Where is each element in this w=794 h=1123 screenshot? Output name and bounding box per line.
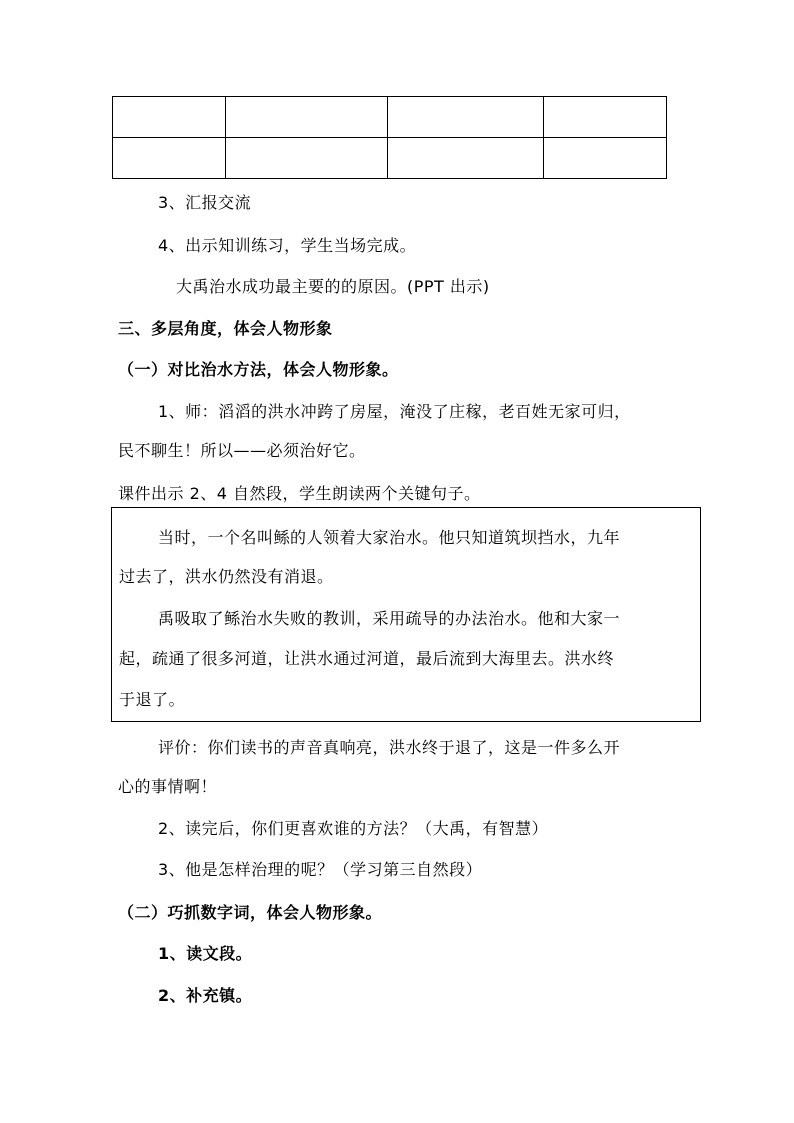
table-row (113, 138, 667, 179)
empty-table (112, 96, 667, 179)
step-4-text: 4、出示知训练习，学生当场完成。 (158, 236, 417, 255)
evaluation-line: 心的事情啊！ (118, 777, 218, 796)
quote-line: 于退了。 (119, 690, 186, 709)
table-cell (388, 138, 544, 179)
quote-line: 过去了，洪水仍然没有消退。 (119, 567, 334, 586)
step-supplement: 2、补充镇。 (158, 986, 253, 1005)
quote-box (111, 507, 701, 722)
courseware-note: 课件出示 2、4 自然段，学生朗读两个关键句子。 (118, 484, 481, 503)
table-cell (113, 97, 226, 138)
table-cell (388, 97, 544, 138)
subsection-heading-1: （一）对比治水方法，体会人物形象。 (118, 360, 399, 379)
table-cell (226, 97, 388, 138)
table-cell (544, 97, 667, 138)
table-row (113, 97, 667, 138)
quote-line: 禹吸取了鲧治水失败的教训，采用疏导的办法治水。他和大家一 (158, 609, 621, 628)
paragraph-line: 1、师：滔滔的洪水冲跨了房屋，淹没了庄稼，老百姓无家可归， (158, 402, 631, 421)
table-cell (544, 138, 667, 179)
question-3: 3、他是怎样治理的呢？（学习第三自然段） (158, 860, 483, 879)
paragraph-line: 民不聊生！所以——必须治好它。 (118, 441, 366, 460)
table-cell (226, 138, 388, 179)
section-heading: 三、多层角度，体会人物形象 (118, 319, 333, 338)
step-3-text: 3、汇报交流 (158, 193, 252, 212)
subsection-heading-2: （二）巧抓数字词，体会人物形象。 (118, 903, 383, 922)
quote-line: 当时，一个名叫鲧的人领着大家治水。他只知道筑坝挡水，九年 (158, 528, 621, 547)
table-cell (113, 138, 226, 179)
quote-line: 起，疏通了很多河道，让洪水通过河道，最后流到大海里去。洪水终 (119, 649, 615, 668)
question-2: 2、读完后，你们更喜欢谁的方法？（大禹，有智慧） (158, 819, 549, 838)
reason-text: 大禹治水成功最主要的的原因。(PPT 出示) (176, 277, 490, 296)
step-read: 1、读文段。 (158, 944, 253, 963)
evaluation-line: 评价：你们读书的声音真响亮，洪水终于退了，这是一件多么开 (158, 738, 621, 757)
